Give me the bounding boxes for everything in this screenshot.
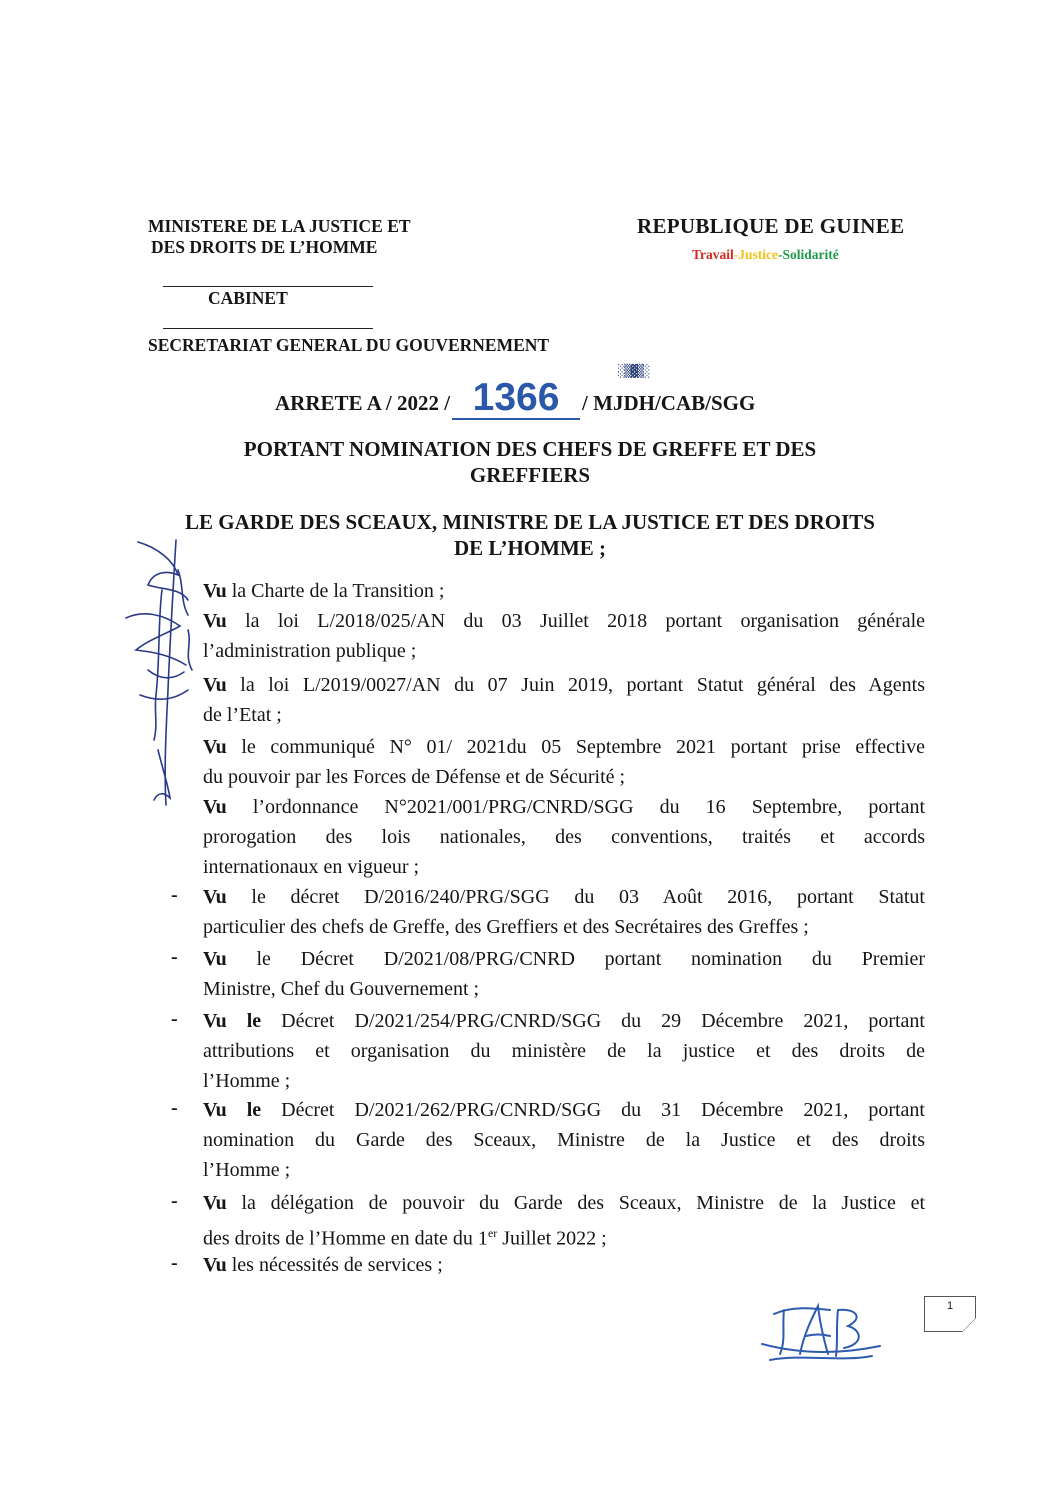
consideration-text: Ministre, Chef du Gouvernement ; bbox=[203, 978, 480, 1000]
consideration-text: le communiqué N° 01/ 2021du 05 Septembre 2021 portant prise effective bbox=[241, 736, 926, 758]
consideration-item bbox=[203, 882, 925, 942]
page-number-box bbox=[924, 1296, 976, 1332]
consideration-text: Juillet 2022 ; bbox=[497, 1227, 607, 1250]
initials-signature bbox=[752, 1296, 892, 1368]
bullet-dash: - bbox=[171, 946, 178, 968]
consideration-item bbox=[203, 1095, 925, 1185]
bullet-dash: - bbox=[171, 1097, 178, 1119]
divider bbox=[163, 286, 373, 287]
republic-title: REPUBLIQUE DE GUINEE bbox=[637, 214, 905, 238]
motto-solidarite: Solidarité bbox=[782, 247, 839, 262]
consideration-item bbox=[203, 576, 925, 606]
authority-heading bbox=[120, 509, 940, 561]
consideration-text: la Charte de la Transition ; bbox=[231, 580, 445, 602]
consideration-text: la délégation de pouvoir du Garde des Sceaux, Ministre de la Justice et bbox=[241, 1192, 925, 1214]
consideration-text: du pouvoir par les Forces de Défense et de Sécurité ; bbox=[203, 766, 626, 788]
consideration-item bbox=[203, 944, 925, 1004]
consideration-text: l’Homme ; bbox=[203, 1159, 291, 1181]
consideration-text: Décret D/2021/262/PRG/CNRD/SGG du 31 Décembre 2021, portant bbox=[281, 1099, 925, 1121]
consideration-item bbox=[203, 670, 925, 730]
ordinal-suffix: er bbox=[487, 1226, 498, 1240]
cabinet-label: CABINET bbox=[208, 288, 288, 308]
consideration-text: l’Homme ; bbox=[203, 1070, 291, 1092]
consideration-text: l’ordonnance N°2021/001/PRG/CNRD/SGG du 16 Septembre, portant bbox=[252, 796, 925, 818]
consideration-item bbox=[203, 792, 925, 882]
consideration-item bbox=[203, 1006, 925, 1096]
divider bbox=[163, 328, 373, 329]
ministry-line-2: DES DROITS DE L’HOMME bbox=[151, 237, 378, 257]
vu-label: Vu le bbox=[203, 1099, 262, 1121]
vu-label: Vu bbox=[203, 886, 227, 908]
vu-label: Vu bbox=[203, 736, 227, 758]
consideration-text: des droits de l’Homme en date du 1 bbox=[203, 1227, 488, 1250]
arrete-number: 1366 bbox=[452, 378, 580, 420]
vu-label: Vu bbox=[203, 610, 227, 632]
consideration-item bbox=[203, 1188, 925, 1254]
vu-label: Vu bbox=[203, 580, 227, 602]
consideration-text: internationaux en vigueur ; bbox=[203, 856, 420, 878]
authority-line-1: LE GARDE DES SCEAUX, MINISTRE DE LA JUSTICE ET DES DROITS bbox=[185, 510, 875, 534]
motto-travail: Travail bbox=[692, 247, 734, 262]
consideration-text: le Décret D/2021/08/PRG/CNRD portant nomination du Premier bbox=[256, 948, 925, 970]
motto-justice: Justice bbox=[738, 247, 778, 262]
ministry-header bbox=[148, 216, 411, 258]
vu-label: Vu le bbox=[203, 1010, 262, 1032]
consideration-item bbox=[203, 606, 925, 666]
consideration-text: nomination du Garde des Sceaux, Ministre de la Justice et des droits bbox=[203, 1129, 925, 1151]
consideration-item bbox=[203, 1250, 925, 1280]
bullet-dash: - bbox=[171, 1190, 178, 1212]
stamp-mark: ░▒▓▒░ bbox=[618, 364, 650, 378]
consideration-text: le décret D/2016/240/PRG/SGG du 03 Août 2016, portant Statut bbox=[251, 886, 925, 908]
arrete-suffix: / MJDH/CAB/SGG bbox=[582, 391, 756, 415]
vu-label: Vu bbox=[203, 1254, 227, 1276]
vu-label: Vu bbox=[203, 1192, 227, 1214]
title-line-2: GREFFIERS bbox=[469, 463, 591, 487]
page-number: 1 bbox=[946, 1300, 954, 1312]
vu-label: Vu bbox=[203, 674, 227, 696]
document-title bbox=[120, 436, 940, 488]
consideration-text: l’administration publique ; bbox=[203, 640, 417, 662]
consideration-text: les nécessités de services ; bbox=[231, 1254, 443, 1276]
consideration-item bbox=[203, 732, 925, 792]
consideration-text: la loi L/2019/0027/AN du 07 Juin 2019, portant Statut général des Agents bbox=[240, 674, 926, 696]
bullet-dash: - bbox=[171, 1008, 178, 1030]
arrete-reference bbox=[275, 378, 755, 420]
arrete-prefix: ARRETE A / 2022 / bbox=[275, 391, 451, 415]
motto-sep: - bbox=[778, 247, 783, 262]
ministry-line-1: MINISTERE DE LA JUSTICE ET bbox=[148, 216, 411, 236]
national-motto bbox=[692, 247, 839, 263]
consideration-text: attributions et organisation du ministère de la justice et des droits de bbox=[203, 1040, 925, 1062]
consideration-text: prorogation des lois nationales, des conventions, traités et accords bbox=[203, 826, 925, 848]
margin-signature bbox=[118, 530, 208, 820]
consideration-text: la loi L/2018/025/AN du 03 Juillet 2018 portant organisation générale bbox=[245, 610, 926, 632]
page-fold-icon bbox=[962, 1318, 976, 1332]
sgg-label: SECRETARIAT GENERAL DU GOUVERNEMENT bbox=[148, 335, 550, 355]
consideration-text: de l’Etat ; bbox=[203, 704, 282, 726]
bullet-dash: - bbox=[171, 1252, 178, 1274]
vu-label: Vu bbox=[203, 948, 227, 970]
bullet-dash: - bbox=[171, 884, 178, 906]
vu-label: Vu bbox=[203, 796, 227, 818]
motto-sep: - bbox=[733, 247, 739, 262]
title-line-1: PORTANT NOMINATION DES CHEFS DE GREFFE ET DES bbox=[243, 437, 817, 461]
authority-line-2: DE L’HOMME ; bbox=[453, 536, 607, 560]
consideration-text: particulier des chefs de Greffe, des Greffiers et des Secrétaires des Greffes ; bbox=[203, 916, 809, 938]
consideration-text: Décret D/2021/254/PRG/CNRD/SGG du 29 Décembre 2021, portant bbox=[281, 1010, 925, 1032]
